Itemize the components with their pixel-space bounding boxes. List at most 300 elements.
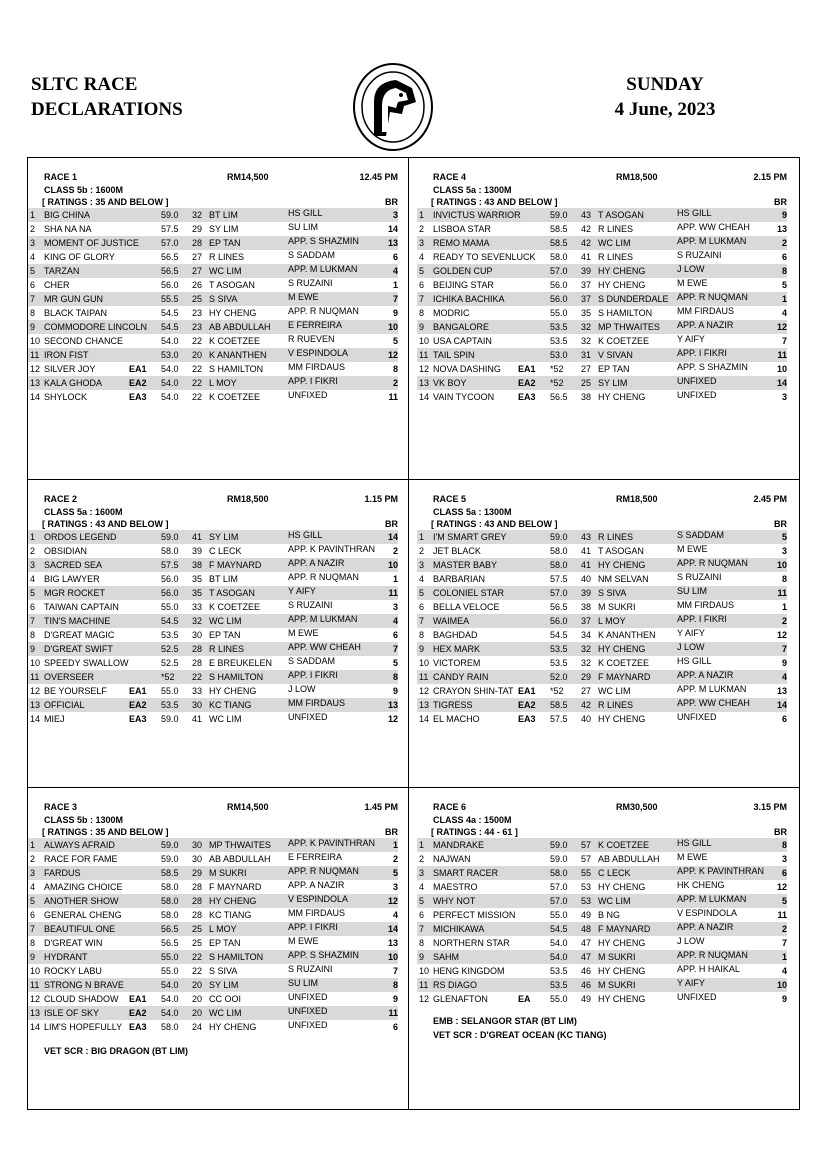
rating: 35 [192,588,203,598]
runner-number: 9 [30,322,36,332]
race-note: EMB : SELANGOR STAR (BT LIM) [433,1016,577,1026]
barrier: 3 [781,854,787,864]
weight: 52.5 [161,658,179,668]
runner-number: 9 [419,952,425,962]
barrier: 13 [776,686,787,696]
trainer: S RUZAINI [677,572,722,582]
trainer: UNFIXED [288,390,328,400]
emergency-tag: EA3 [129,714,147,724]
emergency-tag: EA3 [129,1022,147,1032]
rating: 42 [581,700,592,710]
runner-number: 10 [30,658,41,668]
trainer: APP. I FIKRI [677,614,727,624]
trainer: SU LIM [677,586,708,596]
race-class: CLASS 5a : 1300M [433,507,512,517]
runner-row [28,656,398,670]
runner-number: 11 [30,672,40,682]
horse-name: MASTER BABY [433,560,498,570]
jockey: M SUKRI [598,980,636,990]
rating: 41 [192,532,203,542]
weight: 58.0 [161,882,179,892]
runner-row [28,1006,398,1020]
weight: 58.0 [161,546,179,556]
weight: 58.5 [550,238,568,248]
rating: 49 [581,994,592,1004]
barrier: 9 [781,994,787,1004]
weight: 54.0 [161,364,179,374]
horse-name: ALWAYS AFRAID [44,840,115,850]
weight: 53.5 [550,644,568,654]
horse-name: PERFECT MISSION [433,910,516,920]
weight: 54.0 [550,952,568,962]
rating: 24 [192,1022,203,1032]
trainer: MM FIRDAUS [677,600,734,610]
trainer: HK CHENG [677,880,725,890]
weight: 59.0 [161,210,179,220]
barrier-header: BR [385,827,398,837]
horse-name: BLACK TAIPAN [44,308,108,318]
trainer: UNFIXED [288,1006,328,1016]
horse-name: SMART RACER [433,868,499,878]
emergency-tag: EA1 [518,686,536,696]
trainer: APP. R NUQMAN [288,866,359,876]
race-rating-row [28,518,398,530]
rating: 38 [581,392,592,402]
rating: 41 [192,714,203,724]
barrier: 7 [781,938,787,948]
trainer: APP. A NAZIR [677,670,734,680]
trainer: APP. M LUKMAN [677,684,747,694]
barrier: 11 [777,350,787,360]
race-panel [28,172,398,404]
jockey: M SUKRI [598,602,636,612]
weight: 56.0 [550,294,568,304]
rating: 22 [192,336,203,346]
barrier: 13 [387,700,398,710]
horse-name: VAIN TYCOON [433,392,495,402]
trainer: M EWE [677,278,708,288]
trainer: APP. K PAVINTHRAN [677,866,765,876]
jockey: EP TAN [209,938,241,948]
runner-number: 6 [419,280,425,290]
jockey: S SIVA [209,966,238,976]
jockey: K COETZEE [209,602,261,612]
weight: 56.0 [161,280,179,290]
horse-name: ORDOS LEGEND [44,532,117,542]
runner-number: 11 [30,350,40,360]
race-time: 12.45 PM [359,172,398,182]
trainer: S SADDAM [288,656,336,666]
runner-row [28,614,398,628]
barrier: 4 [781,966,787,976]
horse-name: OVERSEER [44,672,95,682]
rating: 41 [581,560,592,570]
rating: 53 [581,882,592,892]
runner-row [417,558,787,572]
runner-row [28,1020,398,1034]
barrier: 5 [392,336,398,346]
jockey: SY LIM [209,224,239,234]
runner-number: 9 [419,644,425,654]
race-prize: RM14,500 [227,802,269,812]
rating: 35 [192,574,203,584]
barrier: 6 [781,714,787,724]
runner-number: 5 [419,588,425,598]
runner-number: 10 [419,336,430,346]
trainer: MM FIRDAUS [677,306,734,316]
race-header [28,494,398,506]
barrier: 14 [387,924,398,934]
trainer: APP. K PAVINTHRAN [288,544,376,554]
runner-row [417,362,787,376]
horse-name: VK BOY [433,378,467,388]
trainer: S RUZAINI [288,600,333,610]
race-rating: [ RATINGS : 35 AND BELOW ] [42,197,169,207]
horse-name: TIN'S MACHINE [44,616,111,626]
weight: 58.0 [161,896,179,906]
horse-name: RS DIAGO [433,980,478,990]
rating: 33 [192,602,203,612]
runner-number: 6 [30,280,36,290]
weight: 54.5 [161,616,179,626]
race-name: RACE 2 [44,494,78,504]
jockey: WC LIM [598,686,631,696]
jockey: K ANANTHEN [209,350,267,360]
barrier: 4 [781,672,787,682]
race-prize: RM18,500 [616,494,658,504]
runner-row [417,964,787,978]
race-name: RACE 1 [44,172,78,182]
rating: 37 [581,616,592,626]
rating: 28 [192,238,203,248]
horse-name: VICTOREM [433,658,481,668]
weight: 55.0 [550,308,568,318]
runner-number: 5 [419,266,425,276]
horse-name: BIG LAWYER [44,574,100,584]
runner-number: 12 [419,364,430,374]
horse-name: OBSIDIAN [44,546,88,556]
emergency-tag: EA3 [518,714,536,724]
trainer: J LOW [288,684,316,694]
rating: 38 [581,602,592,612]
race-class: CLASS 5b : 1300M [44,815,124,825]
jockey: HY CHENG [598,560,646,570]
jockey: R LINES [598,532,634,542]
trainer: APP. R NUQMAN [288,572,359,582]
trainer: E FERREIRA [288,852,343,862]
runner-number: 8 [30,308,36,318]
jockey: WC LIM [209,266,242,276]
horse-name: SAHM [433,952,460,962]
barrier: 12 [776,882,787,892]
weight: 52.0 [550,672,568,682]
weight: 55.0 [161,966,179,976]
jockey: AB ABDULLAH [209,854,271,864]
weight: 54.0 [161,1008,179,1018]
weight: 56.0 [550,616,568,626]
trainer: UNFIXED [677,712,717,722]
jockey: R LINES [598,252,634,262]
rating: 57 [581,854,592,864]
runner-number: 3 [30,868,36,878]
horse-name: INVICTUS WARRIOR [433,210,521,220]
jockey: B NG [598,910,621,920]
jockey: M SUKRI [209,868,247,878]
rating: 39 [581,588,592,598]
runner-row [28,362,398,376]
trainer: S RUZAINI [677,250,722,260]
race-rating: [ RATINGS : 43 AND BELOW ] [431,519,558,529]
weight: 55.0 [161,952,179,962]
emergency-tag: EA2 [129,700,147,710]
trainer: APP. R NUQMAN [677,558,748,568]
horse-name: BANGALORE [433,322,490,332]
weight: 56.5 [161,938,179,948]
rating: 37 [581,294,592,304]
runner-number: 12 [30,364,41,374]
rating: 27 [581,686,592,696]
trainer: UNFIXED [677,390,717,400]
runner-number: 11 [419,672,429,682]
runner-row [28,838,398,852]
weight: 54.0 [161,994,179,1004]
weight: 58.5 [550,700,568,710]
horse-name: SACRED SEA [44,560,103,570]
trainer: APP. I FIKRI [288,376,338,386]
runner-number: 2 [30,546,36,556]
horse-name: GLENAFTON [433,994,488,1004]
race-time: 1.15 PM [364,494,398,504]
race-time: 1.45 PM [364,802,398,812]
jockey: KC TIANG [209,700,252,710]
rating: 22 [192,378,203,388]
horse-name: ROCKY LABU [44,966,102,976]
barrier: 6 [392,252,398,262]
rating: 25 [192,294,203,304]
runner-number: 8 [419,308,425,318]
race-class: CLASS 5a : 1300M [433,185,512,195]
barrier: 10 [387,322,398,332]
race-rating: [ RATINGS : 44 - 61 ] [431,827,518,837]
rating: 26 [192,280,203,290]
rating: 47 [581,938,592,948]
barrier: 7 [781,336,787,346]
rating: 42 [581,224,592,234]
horse-name: WAIMEA [433,616,470,626]
runner-row [417,642,787,656]
barrier: 12 [387,896,398,906]
trainer: UNFIXED [677,376,717,386]
rating: 38 [192,560,203,570]
runner-row [28,642,398,656]
horse-name: CANDY RAIN [433,672,489,682]
trainer: M EWE [288,292,319,302]
race-header [28,802,398,814]
race-rating-row [417,826,787,838]
race-day: SUNDAY [626,74,704,95]
horse-name: JET BLACK [433,546,481,556]
horse-name: FARDUS [44,868,81,878]
barrier: 8 [392,980,398,990]
jockey: R LINES [598,700,634,710]
rating: 46 [581,980,592,990]
jockey: MP THWAITES [598,322,660,332]
trainer: MM FIRDAUS [288,362,345,372]
weight: 58.0 [550,252,568,262]
weight: 54.0 [550,938,568,948]
runner-row [417,600,787,614]
barrier: 11 [777,588,787,598]
runner-number: 12 [419,994,430,1004]
rating: 41 [581,252,592,262]
barrier: 2 [781,238,787,248]
barrier: 9 [392,308,398,318]
horse-name: NAJWAN [433,854,471,864]
barrier: 7 [781,644,787,654]
rating: 30 [192,700,203,710]
race-time: 3.15 PM [753,802,787,812]
race-note: VET SCR : BIG DRAGON (BT LIM) [44,1046,188,1056]
race-prize: RM18,500 [227,494,269,504]
barrier: 11 [388,588,398,598]
jockey: WC LIM [598,238,631,248]
weight: 53.5 [550,658,568,668]
race-panel [417,494,787,726]
barrier: 1 [781,602,787,612]
trainer: M EWE [677,544,708,554]
barrier: 13 [387,938,398,948]
weight: 57.0 [550,896,568,906]
jockey: E BREUKELEN [209,658,273,668]
race-panel [417,802,787,1040]
jockey: S DUNDERDALE [598,294,669,304]
race-prize: RM30,500 [616,802,658,812]
runner-row [417,614,787,628]
rating: 27 [192,266,203,276]
runner-row [417,978,787,992]
emergency-tag: EA2 [129,378,147,388]
weight: *52 [550,364,564,374]
barrier: 14 [387,532,398,542]
barrier: 13 [776,224,787,234]
jockey: HY CHENG [209,308,257,318]
jockey: L MOY [209,378,237,388]
weight: 58.5 [550,224,568,234]
barrier: 2 [781,924,787,934]
rating: 53 [581,896,592,906]
barrier: 4 [781,308,787,318]
jockey: K COETZEE [598,840,650,850]
runner-number: 2 [30,224,36,234]
emergency-tag: EA3 [129,392,147,402]
race-header [417,172,787,184]
runner-row [28,306,398,320]
runner-row [417,572,787,586]
jockey: HY CHENG [209,686,257,696]
runner-row [417,628,787,642]
emergency-tag: EA1 [129,686,147,696]
weight: 56.5 [550,602,568,612]
runner-number: 4 [419,882,425,892]
runner-number: 9 [30,644,36,654]
jockey: HY CHENG [598,280,646,290]
column-divider [408,157,409,1110]
runner-number: 5 [30,896,36,906]
rating: 32 [581,336,592,346]
weight: 59.0 [161,714,179,724]
runner-number: 11 [30,980,40,990]
weight: 57.5 [161,224,179,234]
runner-number: 7 [419,924,425,934]
trainer: E FERREIRA [288,320,343,330]
trainer: Y AIFY [677,628,705,638]
barrier: 8 [781,574,787,584]
trainer: APP. M LUKMAN [677,894,747,904]
horse-name: HYDRANT [44,952,88,962]
runner-number: 8 [30,630,36,640]
runner-row [28,670,398,684]
barrier: 4 [392,910,398,920]
runner-row [417,390,787,404]
rating: 40 [581,574,592,584]
runner-number: 6 [30,602,36,612]
jockey: SY LIM [598,378,628,388]
runner-number: 14 [419,392,430,402]
weight: 57.0 [550,882,568,892]
horse-name: MODRIC [433,308,470,318]
runner-row [28,908,398,922]
runner-row [417,264,787,278]
runner-row [417,866,787,880]
jockey: K COETZEE [598,336,650,346]
horse-name: MGR ROCKET [44,588,106,598]
horse-name: SHYLOCK [44,392,88,402]
rating: 46 [581,966,592,976]
rating: 28 [192,644,203,654]
barrier: 14 [776,378,787,388]
horse-name: BARBARIAN [433,574,486,584]
runner-row [28,712,398,726]
trainer: APP. S SHAZMIN [288,236,359,246]
jockey: HY CHENG [598,644,646,654]
runner-number: 9 [419,322,425,332]
horse-name: NORTHERN STAR [433,938,510,948]
rating: 23 [192,322,203,332]
weight: 57.0 [161,238,179,248]
rating: 28 [192,910,203,920]
jockey: WC LIM [209,1008,242,1018]
weight: 55.0 [161,686,179,696]
horse-name: MANDRAKE [433,840,485,850]
barrier: 11 [388,392,398,402]
horse-name: MIEJ [44,714,65,724]
trainer: UNFIXED [288,712,328,722]
barrier: 6 [781,252,787,262]
runner-number: 4 [30,882,36,892]
trainer: M EWE [288,936,319,946]
emergency-tag: EA2 [518,700,536,710]
jockey: T ASOGAN [598,546,644,556]
doc-title [31,72,183,122]
jockey: M SUKRI [598,952,636,962]
barrier: 9 [392,686,398,696]
barrier: 10 [387,560,398,570]
jockey: C LECK [209,546,242,556]
rating: 22 [192,392,203,402]
runner-number: 7 [30,294,36,304]
weight: 56.0 [161,588,179,598]
horse-name: AMAZING CHOICE [44,882,123,892]
